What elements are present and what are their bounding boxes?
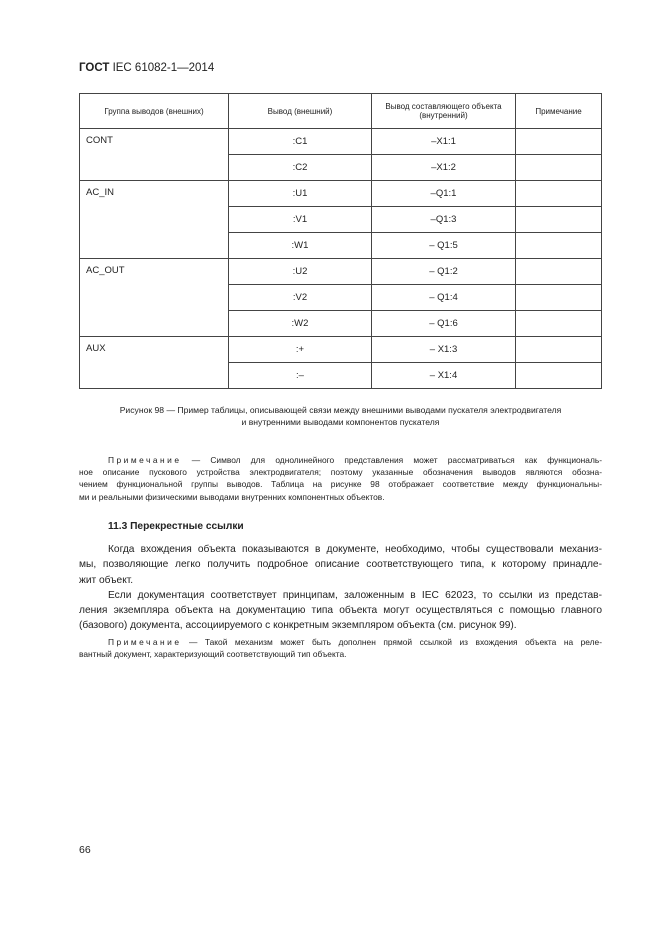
note-text: ми и реальными физическими выводами внутренних компонентных объектов.: [79, 491, 385, 502]
terminal-group-cell: CONT: [80, 129, 229, 181]
note-cell: [516, 181, 602, 207]
note-text: чением функциональной группы выводов. Таблица на рисунке 98 отображает соответствие между функциональны-: [79, 479, 602, 490]
note-cell: [516, 207, 602, 233]
external-terminal-cell: :–: [229, 363, 372, 389]
standard-header: [79, 62, 214, 74]
table-header-row: [80, 94, 602, 129]
paragraph-line: жит объект.: [79, 574, 134, 586]
note-1: [79, 454, 602, 503]
table-row: [80, 181, 602, 207]
note-2: [79, 636, 602, 660]
note-label: Примечание: [108, 455, 182, 465]
column-header: Группа выводов (внешних): [80, 94, 229, 129]
note-text: ное описание пускового устройства электродвигателя; поэтому указанные обозначения выводов являются обозна-: [79, 467, 602, 478]
table-row: [80, 259, 602, 285]
column-header: Примечание: [516, 94, 602, 129]
external-terminal-cell: :U2: [229, 259, 372, 285]
internal-terminal-cell: –X1:1: [372, 129, 516, 155]
external-terminal-cell: :W1: [229, 233, 372, 259]
terminal-group-cell: AUX: [80, 337, 229, 389]
terminal-table: [79, 93, 602, 389]
external-terminal-cell: :C2: [229, 155, 372, 181]
internal-terminal-cell: –X1:2: [372, 155, 516, 181]
note-text: — Символ для однолинейного представления может рассматриваться как функциональ-: [191, 455, 602, 465]
column-header: Вывод составляющего объекта (внутренний): [372, 94, 516, 129]
note-cell: [516, 259, 602, 285]
terminal-group-cell: AC_OUT: [80, 259, 229, 337]
paragraph-line: (базового) документа, ассоциируемого с конкретным экземпляром объекта (см. рисунок 99).: [79, 620, 517, 632]
paragraph-line: ления экземпляра объекта на документацию типа объекта могут осуществляться с помощью главного: [79, 605, 602, 617]
external-terminal-cell: :C1: [229, 129, 372, 155]
terminal-group-cell: AC_IN: [80, 181, 229, 259]
figure-caption: [79, 404, 602, 428]
internal-terminal-cell: – Q1:5: [372, 233, 516, 259]
internal-terminal-cell: – Q1:6: [372, 311, 516, 337]
external-terminal-cell: :V1: [229, 207, 372, 233]
internal-terminal-cell: – Q1:4: [372, 285, 516, 311]
internal-terminal-cell: – Q1:2: [372, 259, 516, 285]
table-row: [80, 337, 602, 363]
internal-terminal-cell: –Q1:1: [372, 181, 516, 207]
note-cell: [516, 363, 602, 389]
note-text: — Такой механизм может быть дополнен прямой ссылкой из вхождения объекта на реле-: [189, 637, 602, 647]
external-terminal-cell: :W2: [229, 311, 372, 337]
note-cell: [516, 285, 602, 311]
section-heading: 11.3 Перекрестные ссылки: [108, 521, 244, 532]
note-label: Примечание: [108, 637, 182, 647]
table-row: [80, 129, 602, 155]
paragraph-line: мы, позволяющие легко получить подробное описание соответствующего типа, к которому принадле-: [79, 559, 602, 571]
caption-line: и внутренними выводами компонентов пускателя: [241, 417, 440, 427]
internal-terminal-cell: – X1:4: [372, 363, 516, 389]
internal-terminal-cell: – X1:3: [372, 337, 516, 363]
caption-line: Рисунок 98 — Пример таблицы, описывающей связи между внешними выводами пускателя электродвигателя: [119, 405, 562, 415]
note-text: вантный документ, характеризующий соответствующий тип объекта.: [79, 649, 347, 660]
note-cell: [516, 337, 602, 363]
standard-prefix: ГОСТ: [79, 62, 110, 74]
column-header: Вывод (внешний): [229, 94, 372, 129]
external-terminal-cell: :+: [229, 337, 372, 363]
note-cell: [516, 311, 602, 337]
note-cell: [516, 233, 602, 259]
external-terminal-cell: :V2: [229, 285, 372, 311]
note-cell: [516, 155, 602, 181]
note-cell: [516, 129, 602, 155]
standard-number: IEC 61082-1—2014: [112, 62, 215, 74]
paragraph-line: Когда вхождения объекта показываются в документе, необходимо, чтобы существовали механиз-: [108, 544, 602, 555]
paragraph-1: [79, 542, 602, 634]
external-terminal-cell: :U1: [229, 181, 372, 207]
internal-terminal-cell: –Q1:3: [372, 207, 516, 233]
paragraph-line: Если документация соответствует принципам, заложенным в IEC 62023, то ссылки из представ-: [108, 589, 602, 601]
page-number: 66: [79, 844, 91, 856]
